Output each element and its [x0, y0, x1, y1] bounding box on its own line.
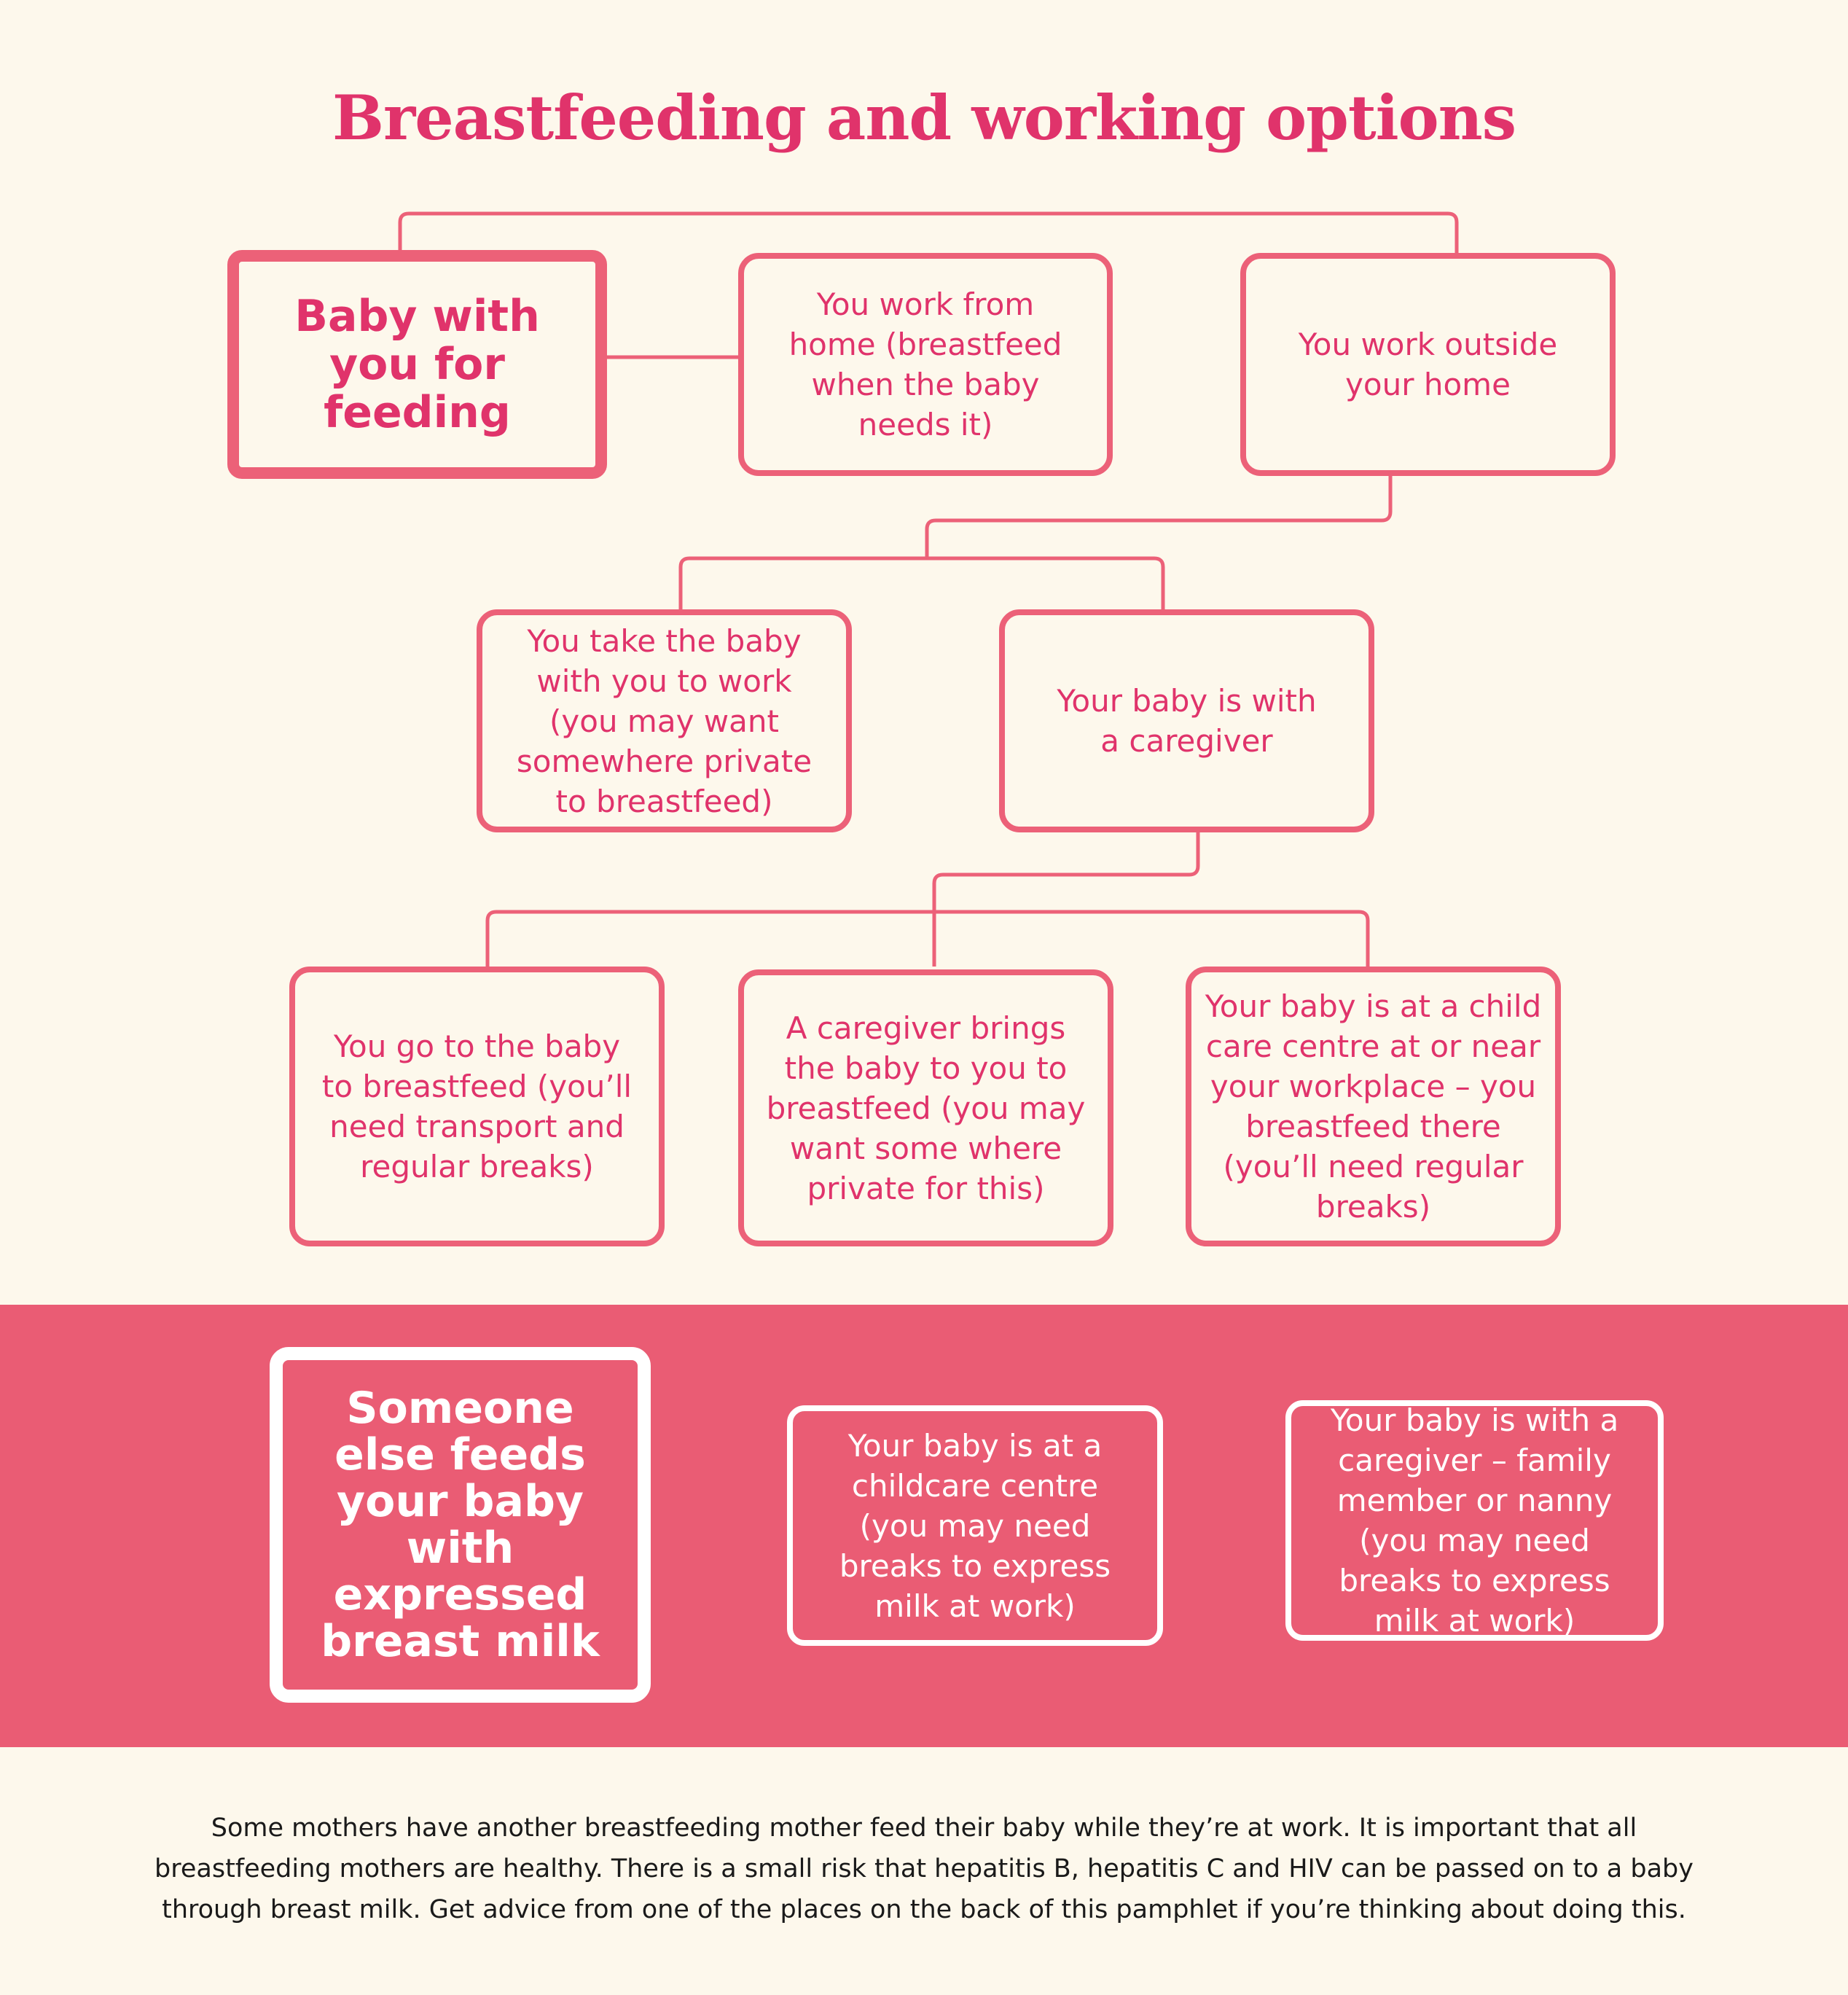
node-baby-with-you [227, 250, 607, 479]
node-take-baby-to-work [477, 609, 852, 832]
node-caregiver-family-label: Your baby is with a caregiver – family member or nanny (you may need breaks to express milk at work) [1330, 1402, 1619, 1639]
node-work-from-home [738, 253, 1113, 476]
connector-top-bracket [400, 214, 1457, 253]
connector-level2-bracket [681, 558, 1163, 609]
page-title: Breastfeeding and working options [332, 82, 1516, 154]
node-caregiver-family [1285, 1400, 1664, 1641]
node-work-outside [1240, 253, 1616, 476]
node-baby-with-you-label: Baby with you for feeding [294, 291, 540, 438]
node-someone-else-feeds [270, 1347, 651, 1703]
node-work-from-home-label: You work from home (breastfeed when the baby needs it) [788, 286, 1062, 442]
node-childcare-near-work [1186, 967, 1561, 1246]
node-childcare-centre-label: Your baby is at a childcare centre (you may need breaks to express milk at work) [839, 1427, 1111, 1624]
node-someone-else-feeds-label: Someone else feeds your baby with expressed breast milk [321, 1383, 600, 1667]
node-with-caregiver-label: Your baby is with a caregiver [1057, 683, 1317, 759]
node-caregiver-brings [738, 969, 1113, 1246]
node-work-outside-label: You work outside your home [1298, 327, 1558, 402]
node-childcare-centre [787, 1405, 1163, 1646]
connector-level3-bracket [488, 912, 1368, 967]
node-go-to-baby-label: You go to the baby to breastfeed (you’ll need transport and regular breaks) [321, 1028, 633, 1184]
node-with-caregiver [999, 609, 1374, 832]
node-take-baby-to-work-label: You take the baby with you to work (you may want somewhere private to breastfeed) [516, 622, 813, 819]
node-caregiver-brings-label: A caregiver brings the baby to you to breastfeed (you may want some where private for this) [766, 1010, 1086, 1206]
node-childcare-near-work-label: Your baby is at a child care centre at or near your workplace – you breastfeed there (you’ll need regular breaks) [1205, 988, 1542, 1225]
connector-caregiver-down [934, 832, 1198, 967]
node-go-to-baby [289, 967, 665, 1246]
connector-outside-down [927, 475, 1390, 558]
footnote: Some mothers have another breastfeeding mother feed their baby while they’re at work. It is important that all breastfeeding mothers are healthy. There is a small risk that hepatitis B, hepatitis C and HIV can be passed on to a baby through breast milk. Get advice from one of the places on the back of this pamphlet if you’re thinking about doing this. [154, 1814, 1694, 1924]
